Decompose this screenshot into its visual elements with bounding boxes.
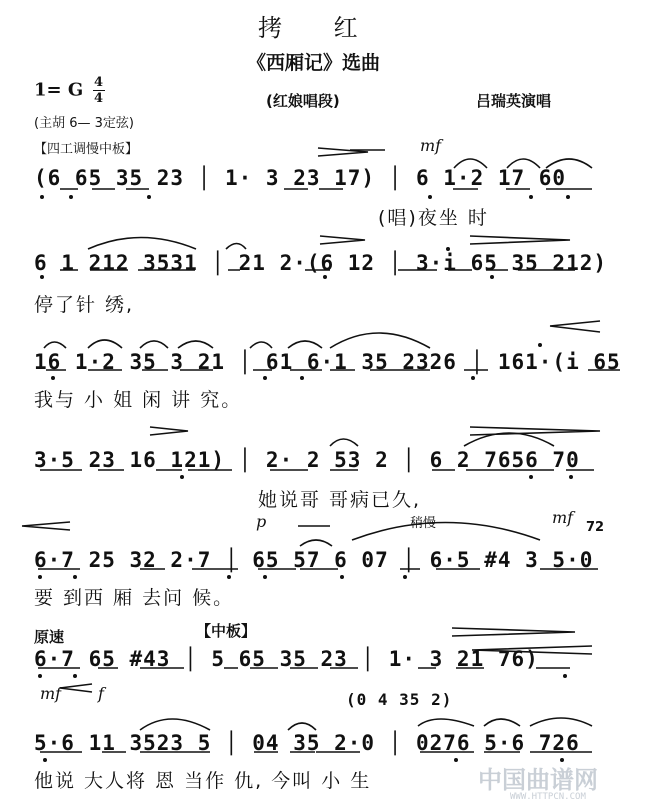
notation-row-1: (6 65 35 23 │ 1· 3 23 17) │ 6 1·2 17 60 [34, 166, 567, 190]
time-top: 4 [94, 75, 104, 90]
dynamic-mf-3: mf [40, 684, 62, 703]
lyric-row-2: 停了针 绣, [34, 294, 135, 316]
tempo-mark: 【四工调慢中板】 [34, 142, 139, 157]
key-signature [34, 76, 105, 105]
tempo-zhongban: 【中板】 [196, 622, 257, 640]
tempo-original: 原速 [34, 628, 65, 646]
notation-row-6: 6·7 65 #43 │ 5 65 35 23 │ 1· 3 21 76) [34, 647, 539, 671]
lyric-row-3: 我与 小 姐 闲 讲 究。 [34, 389, 243, 411]
dynamic-p: p [256, 512, 267, 531]
notation-row-7: 5·6 11 3523 5 │ 04 35 2·0 │ 0276 5·6 726 [34, 731, 580, 755]
singer-credit: 吕瑞英演唱 [476, 92, 552, 110]
ornament-72: 72 [586, 520, 605, 535]
lyric-row-5: 要 到西 厢 去问 候。 [34, 587, 235, 609]
song-title: 拷 红 [258, 14, 380, 42]
lyric-row-1: (唱)夜坐 时 [378, 207, 489, 229]
section-name: (红娘唱段) [266, 92, 340, 110]
notation-row-3: 16 1·2 35 3 21 │ 61 6·1 35 2326 │ 161·(i 65 [34, 350, 621, 374]
notation-row-5: 6·7 25 32 2·7 │ 65 57 6 07 │ 6·5 #4 3 5·0 [34, 548, 594, 572]
dynamic-mf: mf [420, 136, 442, 155]
dynamic-f: f [98, 684, 104, 703]
watermark-url: WWW.HTTPCN.COM [510, 792, 586, 802]
accompaniment-figure: (0 4 35 2) [346, 690, 453, 709]
song-subtitle: 《西厢记》选曲 [247, 52, 381, 74]
dynamic-mf-2: mf [552, 508, 574, 527]
notation-row-4: 3·5 23 16 121) │ 2· 2 53 2 │ 6 2 7656 70 [34, 448, 580, 472]
time-bottom: 4 [94, 91, 104, 106]
tuning-note: (主胡 6— 3定弦) [34, 116, 134, 131]
key-label: 1= G [34, 79, 84, 101]
watermark-brand: 中国曲谱网 [478, 766, 598, 794]
lyric-row-7: 他说 大人将 恩 当作 仇, 今叫 小 生 [34, 770, 372, 792]
lyric-row-4: 她说哥 哥病已久, [258, 489, 422, 511]
tempo-slower: 稍慢 [410, 516, 437, 531]
notation-row-2: 6 1 212 3531 │ 21 2·(6 12 │ 3·i 65 35 212) [34, 251, 608, 275]
time-signature [93, 76, 105, 105]
